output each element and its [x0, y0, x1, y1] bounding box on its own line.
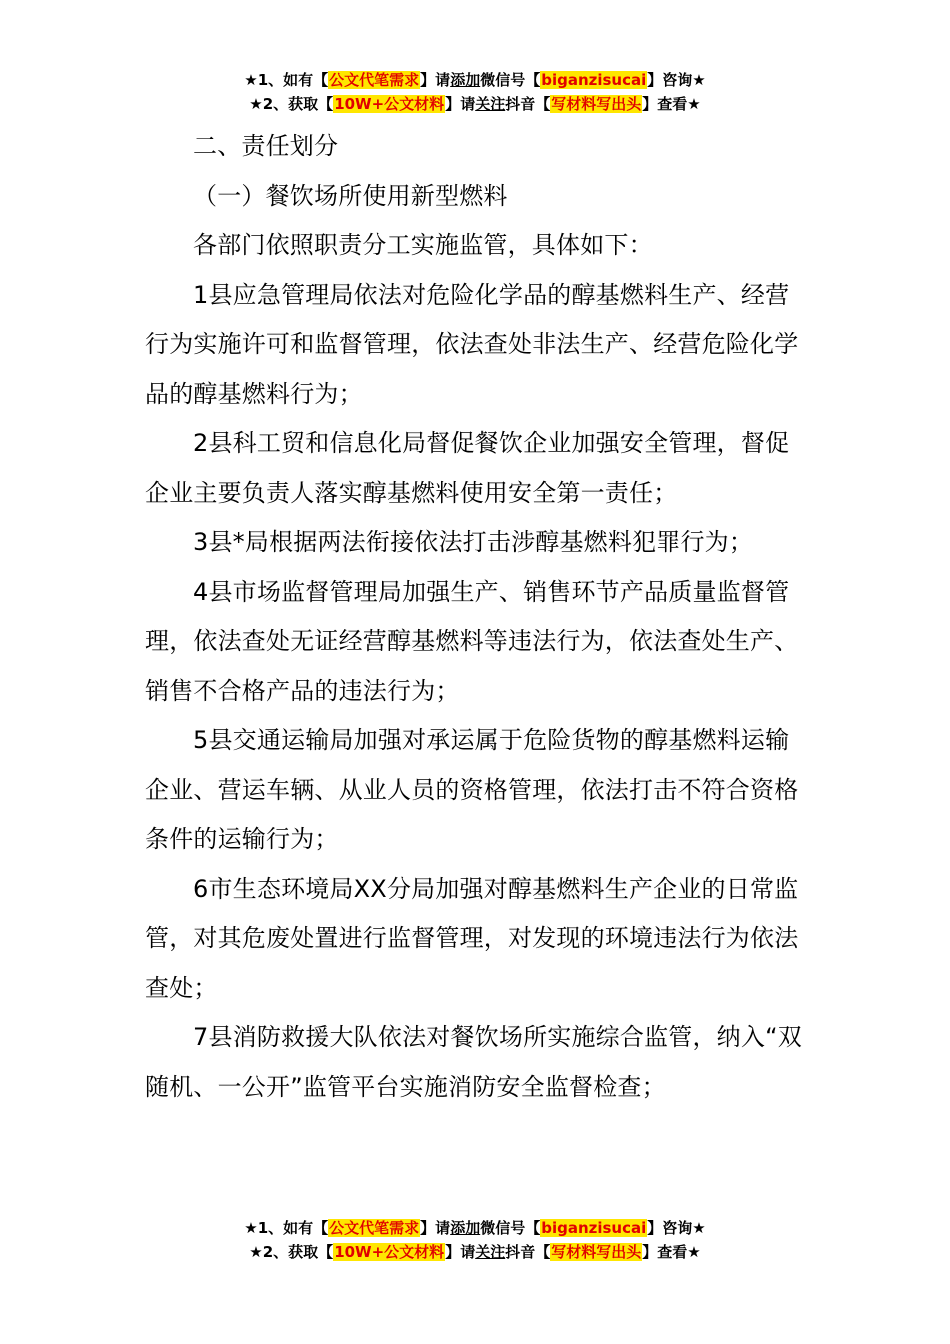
paragraph: 4县市场监督管理局加强生产、销售环节产品质量监督管理，依法查处无证经营醇基燃料等违法行为，依法查处生产、销售不合格产品的违法行为；: [145, 577, 799, 705]
paragraph: 3县*局根据两法衔接依法打击涉醇基燃料犯罪行为；: [193, 528, 754, 556]
banner-text: 抖音【: [505, 95, 551, 113]
paragraph: 7县消防救援大队依法对餐饮场所实施综合监管，纳入“双随机、一公开”监管平台实施消防安全监督检查；: [145, 1023, 802, 1101]
banner-highlight: biganzisucai: [541, 71, 647, 89]
banner-highlight: 10W+公文材料: [334, 1243, 445, 1261]
paragraph: 5县交通运输局加强对承运属于危险货物的醇基燃料运输企业、营运车辆、从业人员的资格管理，依法打击不符合资格条件的运输行为；: [145, 726, 799, 853]
banner-text: 】请: [420, 71, 451, 89]
banner-text: 】请: [420, 1219, 451, 1237]
footer-banner: [0, 1216, 950, 1264]
header-banner: [0, 68, 950, 116]
paragraph: 6市生态环境局XX分局加强对醇基燃料生产企业的日常监管，对其危废处置进行监督管理，对发现的环境违法行为依法查处；: [145, 874, 799, 1002]
banner-highlight: 写材料写出头: [551, 1243, 642, 1261]
banner-text: ★2、获取【: [249, 95, 334, 113]
banner-text: 】查看★: [642, 1243, 701, 1261]
banner-text: 】咨询★: [647, 71, 706, 89]
banner-text: ★1、如有【: [244, 1219, 329, 1237]
paragraph: 1县应急管理局依法对危险化学品的醇基燃料生产、经营行为实施许可和监督管理，依法查处非法生产、经营危险化学品的醇基燃料行为；: [145, 280, 799, 408]
banner-emphasis: 添加: [450, 1219, 481, 1237]
section-heading: 二、责任划分: [193, 132, 339, 160]
banner-line-2: [0, 1240, 950, 1264]
paragraph: 2县科工贸和信息化局督促餐饮企业加强安全管理，督促企业主要负责人落实醇基燃料使用安全第一责任；: [145, 429, 790, 507]
banner-line-1: [0, 1216, 950, 1240]
banner-text: 】请: [445, 1243, 476, 1261]
banner-emphasis: 关注: [475, 1243, 506, 1261]
banner-text: 】请: [445, 95, 476, 113]
banner-highlight: 写材料写出头: [551, 95, 642, 113]
banner-text: 微信号【: [480, 1219, 541, 1237]
banner-text: ★2、获取【: [249, 1243, 334, 1261]
banner-line-1: [0, 68, 950, 92]
banner-text: 】查看★: [642, 95, 701, 113]
banner-highlight: 公文代笔需求: [329, 1219, 420, 1237]
banner-emphasis: 添加: [450, 71, 481, 89]
banner-highlight: biganzisucai: [541, 1219, 647, 1237]
paragraph: 各部门依照职责分工实施监管，具体如下：: [193, 231, 653, 259]
banner-highlight: 10W+公文材料: [334, 95, 445, 113]
banner-emphasis: 关注: [475, 95, 506, 113]
banner-line-2: [0, 92, 950, 116]
subsection-heading: （一）餐饮场所使用新型燃料: [193, 181, 508, 210]
document-body: [145, 122, 810, 1112]
banner-text: ★1、如有【: [244, 71, 329, 89]
banner-text: 抖音【: [505, 1243, 551, 1261]
banner-text: 】咨询★: [647, 1219, 706, 1237]
banner-text: 微信号【: [480, 71, 541, 89]
banner-highlight: 公文代笔需求: [329, 71, 420, 89]
